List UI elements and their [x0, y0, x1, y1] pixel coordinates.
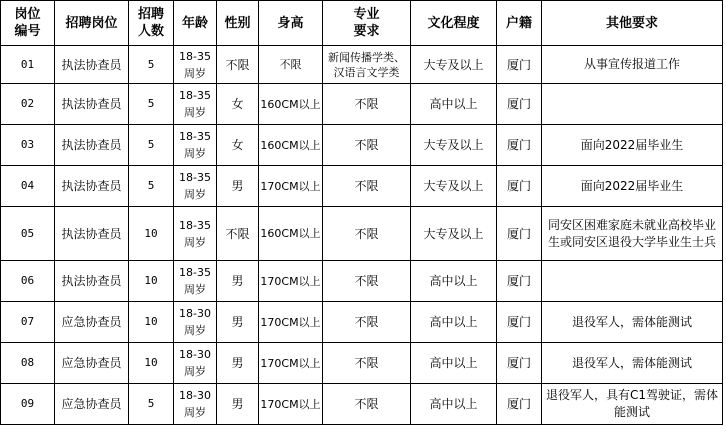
- cell-gender: 男: [217, 343, 259, 384]
- header-id: [1, 1, 55, 46]
- cell-position: 应急协查员: [55, 343, 129, 384]
- cell-other: 退役军人，需体能测试: [542, 302, 723, 343]
- header-count: [129, 1, 174, 46]
- cell-position: 执法协查员: [55, 261, 129, 302]
- cell-age: [174, 84, 217, 125]
- cell-age-text: 18-35周岁: [179, 171, 211, 201]
- cell-other: [542, 84, 723, 125]
- cell-major: 不限: [323, 125, 411, 166]
- header-hukou: 户籍: [497, 1, 542, 46]
- cell-hukou: 厦门: [497, 125, 542, 166]
- table-row: [1, 207, 723, 261]
- cell-position: 应急协查员: [55, 302, 129, 343]
- cell-position: 执法协查员: [55, 125, 129, 166]
- cell-major: 不限: [323, 84, 411, 125]
- cell-count: 5: [129, 46, 174, 84]
- cell-count: 5: [129, 166, 174, 207]
- header-major-text: 专业要求: [353, 7, 380, 39]
- cell-hukou: 厦门: [497, 207, 542, 261]
- cell-id: 07: [1, 302, 55, 343]
- cell-major-text: 新闻传播学类、汉语言文学类: [328, 50, 405, 79]
- cell-count: 10: [129, 302, 174, 343]
- cell-education: 大专及以上: [411, 125, 497, 166]
- header-row: [1, 1, 723, 46]
- cell-age-text: 18-30周岁: [179, 389, 211, 419]
- cell-height: 170CM以上: [259, 384, 323, 425]
- cell-education: 大专及以上: [411, 46, 497, 84]
- cell-id: 06: [1, 261, 55, 302]
- cell-count: 10: [129, 207, 174, 261]
- header-count-text: 招聘人数: [137, 7, 164, 39]
- cell-height: 170CM以上: [259, 166, 323, 207]
- cell-hukou: 厦门: [497, 384, 542, 425]
- cell-hukou: 厦门: [497, 46, 542, 84]
- header-age: 年龄: [174, 1, 217, 46]
- cell-id: 05: [1, 207, 55, 261]
- cell-gender: 男: [217, 384, 259, 425]
- cell-education: 大专及以上: [411, 166, 497, 207]
- cell-major: 不限: [323, 207, 411, 261]
- cell-other: [542, 261, 723, 302]
- cell-age-text: 18-35周岁: [179, 130, 211, 160]
- cell-count: 5: [129, 384, 174, 425]
- table-row: [1, 166, 723, 207]
- cell-id: 03: [1, 125, 55, 166]
- cell-age: [174, 46, 217, 84]
- cell-hukou: 厦门: [497, 84, 542, 125]
- cell-gender: 女: [217, 125, 259, 166]
- cell-education: 高中以上: [411, 302, 497, 343]
- cell-hukou: 厦门: [497, 166, 542, 207]
- cell-count: 10: [129, 261, 174, 302]
- header-position: 招聘岗位: [55, 1, 129, 46]
- cell-position: 应急协查员: [55, 384, 129, 425]
- cell-major: 不限: [323, 261, 411, 302]
- cell-hukou: 厦门: [497, 343, 542, 384]
- cell-other: 同安区困难家庭未就业高校毕业生或同安区退役大学毕业生士兵: [542, 207, 723, 261]
- cell-height: 不限: [259, 46, 323, 84]
- cell-gender: 男: [217, 302, 259, 343]
- cell-count: 5: [129, 84, 174, 125]
- cell-position: 执法协查员: [55, 166, 129, 207]
- cell-count: 10: [129, 343, 174, 384]
- cell-education: 高中以上: [411, 343, 497, 384]
- cell-height: 160CM以上: [259, 125, 323, 166]
- cell-major: 不限: [323, 302, 411, 343]
- header-gender: 性别: [217, 1, 259, 46]
- cell-gender: 不限: [217, 207, 259, 261]
- cell-age-text: 18-30周岁: [179, 348, 211, 378]
- cell-age: [174, 302, 217, 343]
- cell-id: 02: [1, 84, 55, 125]
- table-row: [1, 302, 723, 343]
- cell-education: 高中以上: [411, 84, 497, 125]
- cell-major: [323, 46, 411, 84]
- header-education: 文化程度: [411, 1, 497, 46]
- cell-age-text: 18-35周岁: [179, 89, 211, 119]
- cell-id: 08: [1, 343, 55, 384]
- cell-count: 5: [129, 125, 174, 166]
- cell-age-text: 18-35周岁: [179, 266, 211, 296]
- cell-position: 执法协查员: [55, 207, 129, 261]
- cell-id: 09: [1, 384, 55, 425]
- table-row: [1, 261, 723, 302]
- cell-age: [174, 166, 217, 207]
- cell-age-text: 18-35周岁: [179, 49, 211, 80]
- cell-education: 高中以上: [411, 384, 497, 425]
- table-row: [1, 46, 723, 84]
- cell-height: 160CM以上: [259, 84, 323, 125]
- cell-position: 执法协查员: [55, 84, 129, 125]
- cell-position: 执法协查员: [55, 46, 129, 84]
- cell-age: [174, 384, 217, 425]
- cell-id: 04: [1, 166, 55, 207]
- table-row: [1, 125, 723, 166]
- cell-gender: 男: [217, 166, 259, 207]
- cell-gender: 女: [217, 84, 259, 125]
- cell-hukou: 厦门: [497, 302, 542, 343]
- cell-age: [174, 207, 217, 261]
- header-other: 其他要求: [542, 1, 723, 46]
- table-row: [1, 343, 723, 384]
- cell-other: 面向2022届毕业生: [542, 125, 723, 166]
- table-row: [1, 84, 723, 125]
- cell-id: 01: [1, 46, 55, 84]
- cell-gender: 不限: [217, 46, 259, 84]
- cell-hukou: 厦门: [497, 261, 542, 302]
- cell-other: 面向2022届毕业生: [542, 166, 723, 207]
- cell-other: 从事宣传报道工作: [542, 46, 723, 84]
- cell-age: [174, 343, 217, 384]
- cell-major: 不限: [323, 343, 411, 384]
- cell-education: 高中以上: [411, 261, 497, 302]
- cell-height: 170CM以上: [259, 343, 323, 384]
- cell-other: 退役军人，具有C1驾驶证，需体能测试: [542, 384, 723, 425]
- cell-height: 170CM以上: [259, 261, 323, 302]
- header-major: [323, 1, 411, 46]
- table-row: [1, 384, 723, 425]
- cell-other: 退役军人，需体能测试: [542, 343, 723, 384]
- cell-height: 160CM以上: [259, 207, 323, 261]
- cell-age: [174, 261, 217, 302]
- cell-age-text: 18-30周岁: [179, 307, 211, 337]
- cell-education: 大专及以上: [411, 207, 497, 261]
- cell-age: [174, 125, 217, 166]
- cell-gender: 男: [217, 261, 259, 302]
- header-height: 身高: [259, 1, 323, 46]
- header-id-text: 岗位编号: [14, 7, 41, 39]
- cell-height: 170CM以上: [259, 302, 323, 343]
- cell-major: 不限: [323, 384, 411, 425]
- cell-age-text: 18-35周岁: [179, 218, 211, 249]
- cell-major: 不限: [323, 166, 411, 207]
